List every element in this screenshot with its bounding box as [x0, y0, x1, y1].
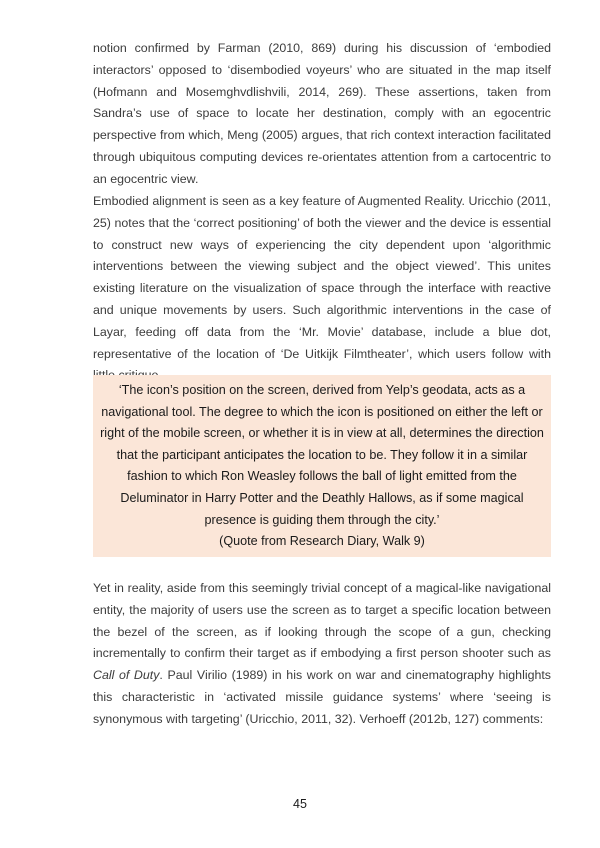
- quote-source: (Quote from Research Diary, Walk 9): [219, 534, 425, 549]
- body-paragraph-3: [93, 578, 551, 731]
- block-quote: [97, 380, 547, 553]
- body-paragraph-1: notion confirmed by Farman (2010, 869) during his discussion of ‘embodied interactors’ opposed to ‘disembodied voyeurs’ who are situated in the map itself (Hofmann and Mosemghvdlishvili, 2014, 269). These assertions, taken from Sandra’s use of space to locate her destination, comply with an egocentric perspective from which, Meng (2005) argues, that rich context interaction facilitated through ubiquitous computing devices re-orientates attention from a cartocentric to an egocentric view.: [93, 41, 551, 186]
- page-number: 45: [293, 797, 307, 811]
- body-paragraph-2: Embodied alignment is seen as a key feature of Augmented Reality. Uricchio (2011, 25) notes that the ‘correct positioning’ of both the viewer and the device is essential to construct new ways of experiencing the city dependent upon ‘algorithmic interventions between the viewing subject and the object viewed’. This unites existing literature on the visualization of space through the interface with reactive and unique movements by users. Such algorithmic interventions in the case of Layar, feeding off data from the ‘Mr. Movie’ database, include a blue dot, representative of the location of ‘De Uitkijk Filmtheater’, which users follow with: [93, 194, 551, 361]
- quote-text: ‘The icon’s position on the screen, derived from Yelp’s geodata, acts as a navigational tool. The degree to which the icon is positioned on either the left or right of the mobile screen, or whether it is in view at all, determines the direction that the participant anticipates the location to be. They follow it in a similar fashion to which Ron Weasley follows the ball of light emitted from the Deluminator in Harry Potter and the Deathly Hallows, as if some magical presence is guiding them through the city.’: [100, 383, 544, 527]
- paragraph-3-text-start: Yet in reality, aside from this seemingly trivial concept of a magical-like navigational entity, the majority of users use the screen as to target a specific location between the bezel of the screen, as if looking through the scope of a gun, checking incrementally to confirm their target as if embodying a first person shooter such as: [93, 581, 551, 661]
- paragraph-3-text-end: . Paul Virilio (1989) in his work on war and cinematography highlights this characteristic in ‘activated missile guidance systems’ where ‘seeing is synonymous with targeting’ (Uricchio, 2011, 32). Verhoeff (2012b, 127) comments:: [93, 668, 551, 726]
- game-title-italic: Call of Duty: [93, 668, 160, 683]
